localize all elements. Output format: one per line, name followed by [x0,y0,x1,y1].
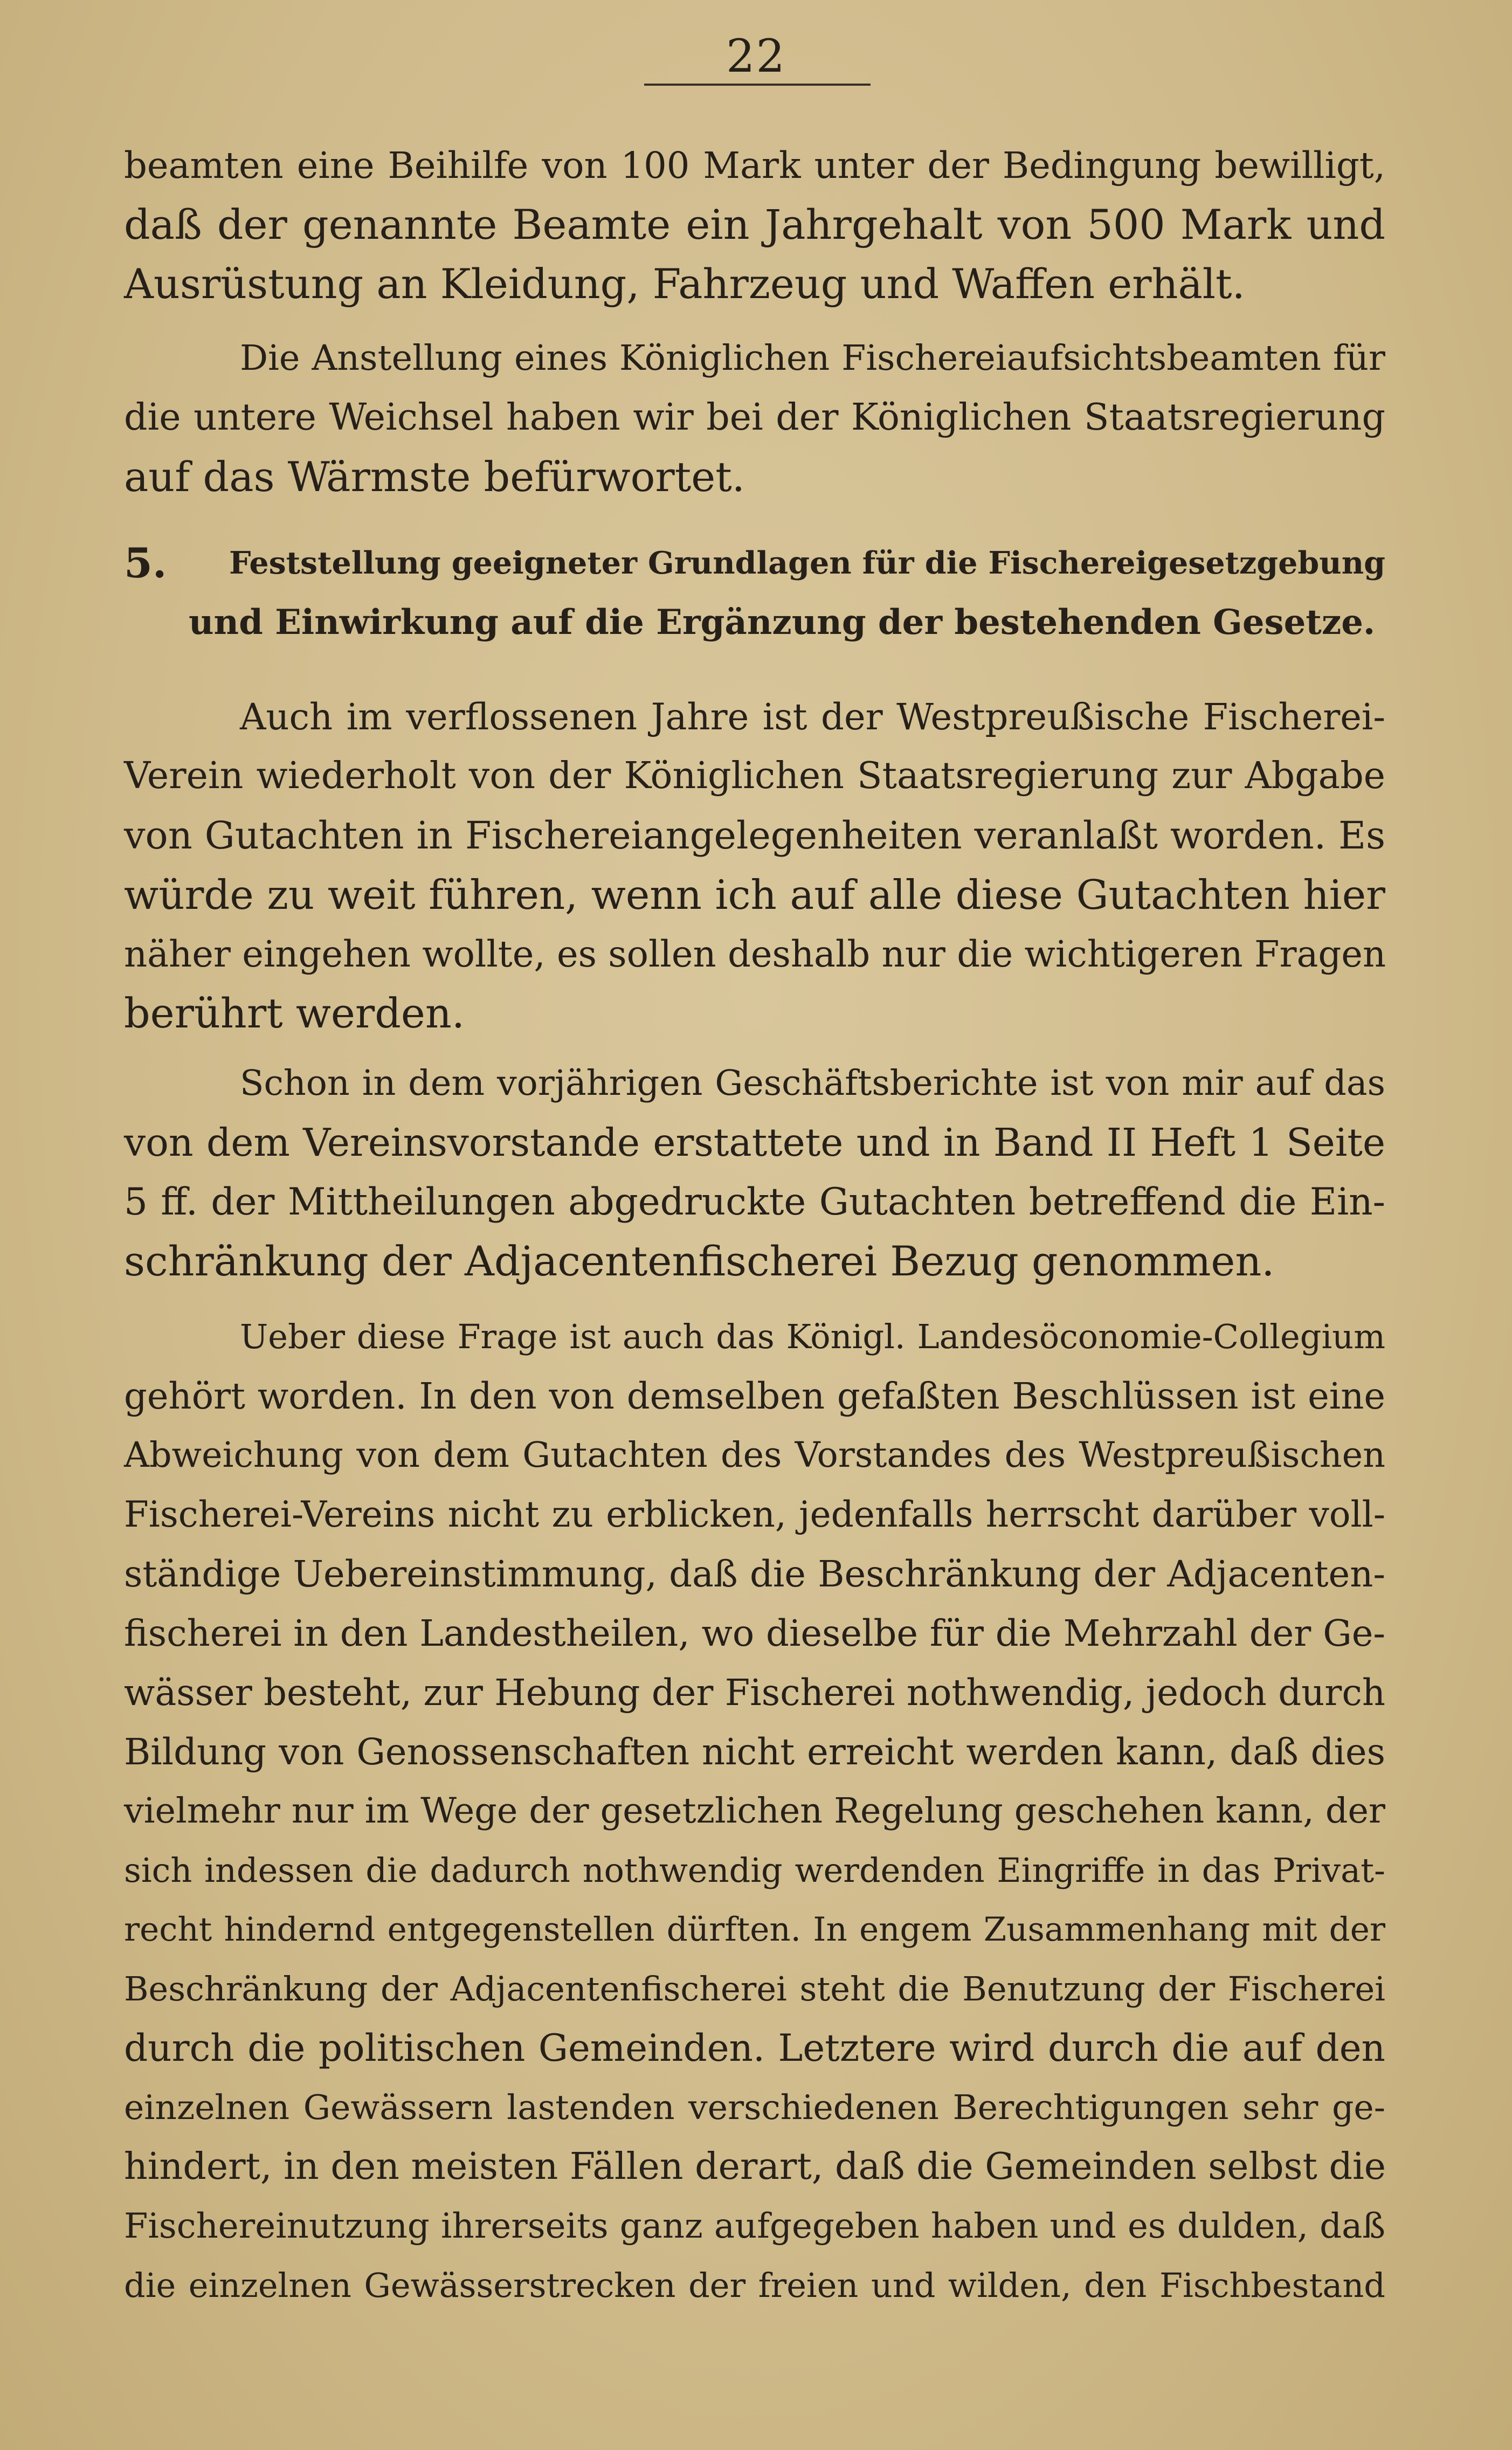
text-line: auf das Wärmste befürwortet. [124,453,745,501]
text-line: Auch im verflossenen Jahre ist der Westpreußische Fischerei- [240,696,1385,738]
text-line: von Gutachten in Fischereiangelegenheiten veranlaßt worden. Es [124,813,1385,858]
text-line: Verein wiederholt von der Königlichen Staatsregierung zur Abgabe [124,755,1385,797]
text-line: Fischereinutzung ihrerseits ganz aufgegeben haben und es dulden, daß [124,2206,1385,2246]
text-line: vielmehr nur im Wege der gesetzlichen Regelung geschehen kann, der [124,1791,1385,1831]
section-title-line: und Einwirkung auf die Ergänzung der bestehenden Gesetze. [189,602,1376,643]
text-line: näher eingehen wollte, es sollen deshalb nur die wichtigeren Fragen [124,933,1386,975]
section-title-line: Feststellung geeigneter Grundlagen für die Fischereigesetzgebung [229,545,1385,581]
text-line: wässer besteht, zur Hebung der Fischerei nothwendig, jedoch durch [124,1672,1385,1714]
text-line: hindert, in den meisten Fällen derart, daß die Gemeinden selbst die [124,2145,1386,2188]
text-line: daß der genannte Beamte ein Jahrgehalt von 500 Mark und [124,201,1385,249]
text-line: Schon in dem vorjährigen Geschäftsberichte ist von mir auf das [240,1063,1385,1103]
text-line: die einzelnen Gewässerstrecken der freien und wilden, den Fischbestand [124,2266,1385,2305]
text-line: sich indessen die dadurch nothwendig werdenden Eingriffe in das Privat- [124,1851,1385,1890]
text-line: Ueber diese Frage ist auch das Königl. Landesöconomie-Collegium [240,1317,1385,1356]
text-line: Abweichung von dem Gutachten des Vorstandes des Westpreußischen [124,1435,1385,1475]
text-line: schränkung der Adjacentenfischerei Bezug genommen. [124,1237,1275,1285]
text-line: gehört worden. In den von demselben gefaßten Beschlüssen ist eine [124,1375,1385,1417]
page-number: 22 [726,30,786,82]
text-line: Die Anstellung eines Königlichen Fischereiaufsichtsbeamten für [240,338,1385,378]
text-line: einzelnen Gewässern lastenden verschiedenen Berechtigungen sehr ge- [124,2088,1385,2127]
text-line: berührt werden. [124,989,465,1037]
text-line: von dem Vereinsvorstande erstattete und in Band II Heft 1 Seite [124,1120,1385,1165]
text-line: würde zu weit führen, wenn ich auf alle diese Gutachten hier [124,871,1385,919]
text-line: 5 ff. der Mittheilungen abgedruckte Gutachten betreffend die Ein- [124,1181,1385,1224]
header-rule [644,84,871,86]
section-number: 5. [124,539,167,587]
text-line: recht hindernd entgegenstellen dürften. In engem Zusammenhang mit der [124,1910,1385,1949]
text-line: Beschränkung der Adjacentenfischerei steht die Benutzung der Fischerei [124,1969,1385,2009]
text-line: die untere Weichsel haben wir bei der Königlichen Staatsregierung [124,396,1385,439]
text-line: Bildung von Genossenschaften nicht erreicht werden kann, daß dies [124,1731,1385,1773]
text-line: fischerei in den Landestheilen, wo dieselbe für die Mehrzahl der Ge- [124,1612,1385,1654]
text-line: beamten eine Beihilfe von 100 Mark unter der Bedingung bewilligt, [124,144,1385,187]
text-line: Ausrüstung an Kleidung, Fahrzeug und Waffen erhält. [124,260,1245,308]
text-line: durch die politischen Gemeinden. Letztere wird durch die auf den [124,2027,1385,2070]
text-line: Fischerei-Vereins nicht zu erblicken, jedenfalls herrscht darüber voll- [124,1494,1385,1535]
text-line: ständige Uebereinstimmung, daß die Beschränkung der Adjacenten- [124,1553,1385,1595]
